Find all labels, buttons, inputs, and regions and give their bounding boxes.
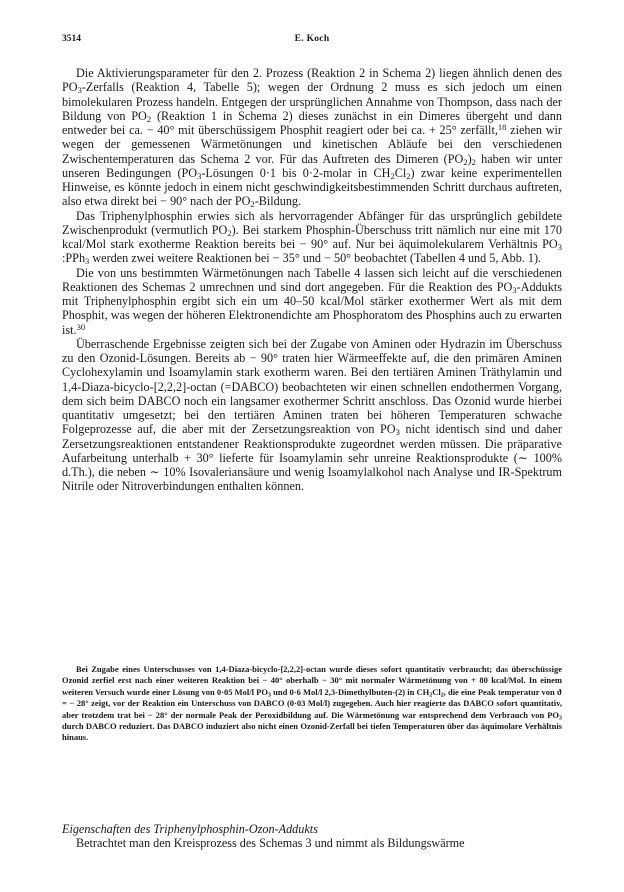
- superscript: 18: [497, 122, 507, 133]
- paragraph: Überraschende Ergebnisse zeigten sich bei der Zugabe von Aminen oder Hydrazin im Überschuss zu den Ozonid-Lösungen. Bereits ab − 90° traten hier Wärmeeffekte auf, die den primären Aminen Cyclohexylamin und Isoamylamin stark exotherm waren. Bei den tertiären Aminen Träthylamin und 1,4-Diaza-bicyclo-[2,2,2]-octan (=DABCO) beobachteten wir einen schnellen endothermen Vorgang, dem sich beim DABCO noch ein langsamer exothermer Schritt anschloss. Das Ozonid wurde hierbei quantitativ umgesetzt; bei den tertiären Aminen traten bei höheren Temperaturen schwache Folgeprozesse auf, die aber mit der Zersetzungsreaktion von $PO_3$ nicht identisch sind und daher Zersetzungsreaktionen entstandener Reaktionsprodukte zugeordnet werden müssen. Die präparative Aufarbeitung unterhalb + 30° lieferte für Isoamylamin sehr unreine Reaktionsprodukte (∼ 100% d.Th.), die neben ∼ 10% Isovaleriansäure und wenig Isoamylalkohol nach Analyse und IR-Spektrum Nitrile oder Nitroverbindungen enthalten können.: [62, 336, 562, 494]
- subscript: 2: [227, 227, 232, 238]
- section-body: Betrachtet man den Kreisprozess des Schemas 3 und nimmt als Bildungswärme: [76, 836, 465, 851]
- running-header: [62, 34, 562, 48]
- subscript: 2: [471, 156, 476, 167]
- running-author: E. Koch: [294, 34, 330, 44]
- paragraph: Die Aktivierungsparameter für den 2. Prozess (Reaktion 2 in Schema 2) liegen ähnlich denen des $PO_3$-Zerfalls (Reaktion 4, Tabelle 5); wegen der Ordnung 2 muss es sich jedoch um einen bimolekularen Prozess handeln. Entgegen der ursprünglichen Annahme von Thompson, dass nach der Bildung von $PO_2$ (Reaktion 1 in Schema 2) dieses zunächst in ein Dimeres übergeht und dann entweder bei ca. − 40° mit überschüssigem Phosphit reagiert oder bei ca. + 25° zerfällt,$^{18}$ ziehen wir wegen der gemessenen Wärmetönungen und kinetischen Abläufe bei den verschiedenen Zwischentemperaturen das Schema 2 vor. Für das Auftreten des Dimeren $(PO_2)_2$ haben wir unter unseren Bedingungen ($PO_3$-Lösungen 0·1 bis 0·2-molar in $CH_2Cl_2$) zwar keine experimentellen Hinweise, es könnte jedoch in einem nicht geschwindigkeitsbestimmenden Schritt durchaus auftreten, also etwa direkt bei − 90° nach der $PO_2$-Bildung.: [62, 66, 563, 210]
- subscript: 2: [429, 692, 433, 699]
- subscript: 2: [463, 156, 468, 167]
- subscript: 3: [557, 242, 562, 253]
- main-text: [62, 66, 562, 494]
- section: [62, 822, 562, 851]
- subscript: 3: [267, 692, 271, 699]
- subscript: 3: [512, 284, 517, 295]
- footnote-block: [62, 664, 562, 744]
- paragraph: Die von uns bestimmten Wärmetönungen nach Tabelle 4 lassen sich leicht auf die verschiedenen Reaktionen des Schemas 2 umrechnen und sind dort angegeben. Für die Reaktion des $PO_3$-Addukts mit Triphenylphosphin ergibt sich ein um 40–50 kcal/Mol stärker exothermer Wert als mit dem Phosphit, was wegen der höheren Elektronendichte am Phosphoratom des Phosphins auch zu erwarten ist.$^{30}$: [62, 265, 562, 337]
- section-heading: Eigenschaften des Triphenylphosphin-Ozon-Addukts: [62, 822, 318, 836]
- footnote-paragraph: Bei Zugabe eines Unterschusses von 1,4-Diaza-bicyclo-[2,2,2]-octan wurde dieses sofort quantitativ verbraucht; das überschüssige Ozonid zerfiel erst nach einer weiteren Reaktion bei − 40° oberhalb − 30° mit normaler Wärmetönung von + 80 kcal/Mol. In einem weiteren Versuch wurde einer Lösung von 0·05 Mol/l $PO_3$ und 0·6 Mol/l 2,3-Dimethylbuten-(2) in $CH_2Cl_2$, die eine Peak temperatur von ϑ = − 28° zeigt, vor der Reaktion ein Unterschuss von DABCO (0·03 Mol/l) zugegeben. Auch hier reagierte das DABCO sofort quantitativ, aber trotzdem trat bei − 28° der normale Peak der Peroxidbildung auf. Die Wärmetönung war entsprechend dem Verbrauch von $PO_3$ durch DABCO reduziert. Das DABCO induziert also nicht einen Ozonid-Zerfall bei tiefen Temperaturen über das äquimolare Verhältnis hinaus.: [62, 664, 562, 743]
- subscript: 3: [77, 85, 82, 96]
- subscript: 3: [559, 715, 562, 722]
- subscript: 3: [395, 427, 400, 438]
- subscript: 2: [250, 199, 255, 210]
- subscript: 2: [146, 113, 152, 124]
- page-number: 3514: [62, 34, 81, 44]
- subscript: 3: [85, 256, 90, 267]
- superscript: 30: [76, 321, 86, 332]
- subscript: 2: [390, 170, 395, 181]
- subscript: 3: [197, 170, 202, 181]
- paragraph: Das Triphenylphosphin erwies sich als hervorragender Abfänger für das ursprünglich gebildete Zwischenprodukt (vermutlich $PO_2$). Bei starkem Phosphin-Überschuss tritt nämlich nur eine mit 170 kcal/Mol stark exotherme Reaktion bereits bei − 90° auf. Nur bei äquimolekularem Verhältnis $PO_3$ :PPh$_3$ werden zwei weitere Reaktionen bei − 35° und − 50° beobachtet (Tabellen 4 und 5, Abb. 1).: [62, 208, 563, 267]
- subscript: 2: [440, 692, 444, 699]
- subscript: 2: [406, 170, 411, 181]
